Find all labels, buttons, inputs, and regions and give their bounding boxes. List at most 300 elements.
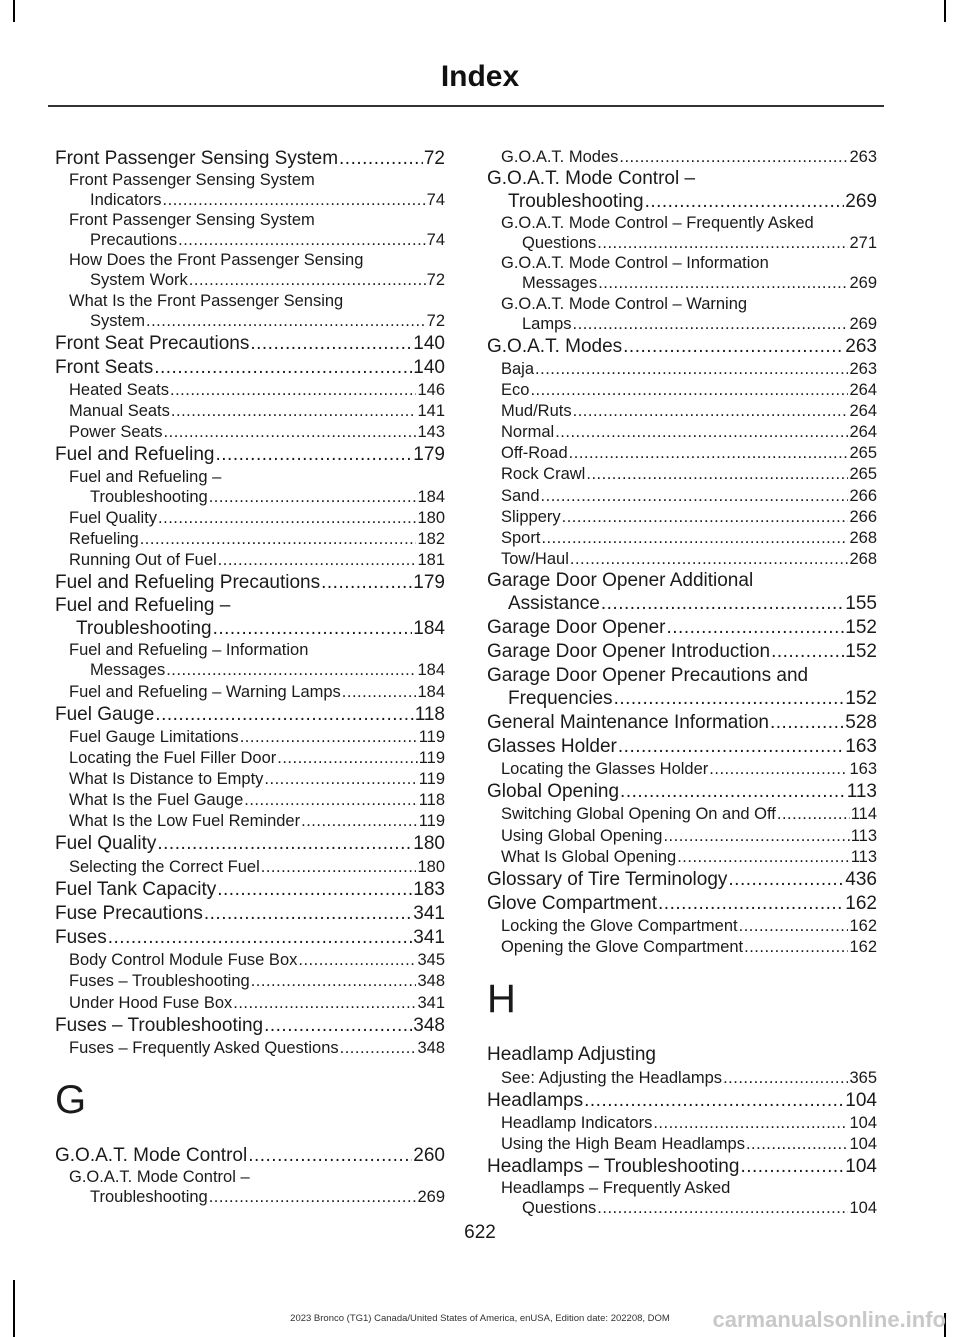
entry-label: Opening the Glove Compartment [501,938,744,957]
page-ref[interactable]: 162 [849,917,877,936]
entry-label: G.O.A.T. Mode Control – [69,1168,250,1187]
index-subentry[interactable] [55,380,445,400]
index-subentry[interactable] [55,1038,445,1058]
page-ref[interactable]: 119 [418,748,445,767]
leader-dots [645,190,845,213]
entry-label: G.O.A.T. Mode Control – Warning [501,294,748,313]
entry-label: Headlamps [487,1089,584,1111]
leader-dots [597,1198,848,1218]
index-subentry[interactable] [55,401,445,421]
entry-label: What Is Global Opening [501,847,677,866]
entry-label: Refueling [69,529,139,548]
entry-label-continued: Questions [522,234,597,253]
page-ref[interactable]: 269 [849,274,877,293]
entry-label: Fuse Precautions [55,902,203,924]
entry-label: Fuel Tank Capacity [55,878,217,900]
index-subentry[interactable] [55,292,445,331]
entry-continuation [487,190,877,213]
page-ref[interactable]: 152 [845,617,877,639]
page-ref[interactable]: 184 [417,487,445,506]
page-ref[interactable]: 263 [849,148,877,166]
page-ref[interactable]: 180 [417,508,445,527]
leader-dots [250,332,412,355]
entry-continuation [501,1198,877,1218]
page-ref[interactable]: 72 [423,148,445,169]
leader-dots [620,780,846,803]
index-subentry[interactable] [55,811,445,831]
index-entry[interactable] [55,703,445,726]
index-subentry[interactable] [487,422,877,442]
index-subentry[interactable] [487,507,877,527]
leader-dots [623,335,844,358]
index-subentry[interactable] [55,508,445,528]
page-ref[interactable]: 119 [418,812,445,831]
entry-label: Fuel and Refueling – Warning Lamps [69,682,341,701]
index-entry[interactable] [487,868,877,891]
watermark: carmanualsonline.info [712,1307,946,1332]
entry-label-continued: System [90,311,146,330]
index-subentry[interactable] [55,950,445,970]
entry-continuation [501,314,877,334]
entry-label-continued: Questions [522,1199,597,1218]
leader-dots [140,529,417,549]
index-entry[interactable] [55,1014,445,1037]
page-ref[interactable]: 141 [417,402,445,421]
page-ref[interactable]: 269 [845,191,877,213]
footer-edition-text: 2023 Bronco (TG1) Canada/United States of America, enUSA, Edition date: 202208, DOM [290,1313,670,1324]
index-subentry[interactable] [487,486,877,506]
entry-label: Baja [501,359,535,378]
index-entry[interactable] [55,332,445,355]
leader-dots [770,711,844,734]
page-ref[interactable]: 179 [413,572,445,594]
entry-continuation [69,660,445,680]
entry-label: What Is the Fuel Gauge [69,791,244,810]
index-entry[interactable] [487,711,877,734]
leader-dots [163,190,426,210]
index-subentry[interactable] [487,759,877,779]
leader-dots [155,703,413,726]
index-subentry[interactable] [487,295,877,334]
entry-label: Garage Door Opener Additional [487,570,754,592]
entry-label-continued: Messages [522,274,598,293]
leader-dots [746,1134,849,1154]
leader-dots [178,230,426,250]
entry-continuation [69,270,445,290]
entry-label: Sport [501,528,541,547]
leader-dots [217,878,412,901]
entry-label: Fuel Quality [69,508,158,527]
page-ref[interactable]: 266 [849,486,877,505]
entry-label: Locating the Fuel Filler Door [69,748,277,767]
index-subentry[interactable] [55,550,445,570]
page-ref[interactable]: 264 [849,402,877,421]
entry-label: Headlamps – Frequently Asked [501,1179,731,1198]
page-ref[interactable]: 74 [426,191,445,210]
leader-dots [530,380,848,400]
entry-label: Headlamp Adjusting [487,1044,656,1066]
leader-dots [667,616,845,639]
entry-label: Body Control Module Fuse Box [69,951,298,970]
leader-dots [108,926,413,949]
entry-continuation [69,1187,445,1207]
entry-label: Running Out of Fuel [69,550,217,569]
index-subentry[interactable] [487,826,877,846]
leader-dots [739,916,849,936]
entry-label: G.O.A.T. Mode Control – Information [501,254,769,273]
leader-dots [248,1144,412,1167]
page-ref[interactable]: 181 [417,550,445,569]
page-ref[interactable]: 260 [413,1144,445,1166]
leader-dots [233,993,416,1013]
entry-label-continued: Messages [90,661,166,680]
leader-dots [216,443,413,466]
page-ref[interactable]: 113 [850,826,877,845]
index-subentry[interactable] [487,528,877,548]
page-ref[interactable]: 265 [849,444,877,463]
index-entry[interactable] [55,1144,445,1167]
index-subentry[interactable] [487,804,877,824]
page-ref[interactable]: 72 [426,271,445,290]
index-entry[interactable] [487,616,877,639]
page-number: 622 [464,1222,496,1243]
index-subentry[interactable] [55,468,445,507]
index-subentry[interactable] [55,682,445,702]
page-ref[interactable]: 163 [845,735,877,757]
entry-label: Locking the Glove Compartment [501,917,738,936]
index-subentry[interactable] [487,147,877,167]
leader-dots [164,422,417,442]
page-ref[interactable]: 341 [417,993,445,1012]
header-rule [48,105,884,107]
crop-mark-top-right [944,0,946,22]
page-ref[interactable]: 263 [849,359,877,378]
index-subentry[interactable] [487,847,877,867]
entry-label: Headlamps – Troubleshooting [487,1156,740,1178]
index-subentry[interactable] [55,1168,445,1207]
entry-label: G.O.A.T. Mode Control – Frequently Asked [501,214,814,233]
leader-dots [584,1089,844,1112]
index-entry[interactable] [55,147,445,170]
page-ref[interactable]: 104 [849,1199,877,1218]
entry-label: What Is Distance to Empty [69,770,264,789]
index-subentry[interactable] [55,748,445,768]
leader-dots [321,571,412,594]
entry-label: G.O.A.T. Mode Control – [487,168,696,190]
index-column-left [55,146,445,1207]
index-entry[interactable] [55,443,445,466]
index-entry[interactable] [55,926,445,949]
page-ref[interactable]: 184 [417,661,445,680]
page-ref[interactable]: 341 [413,927,445,949]
entry-label: Headlamp Indicators [501,1113,653,1132]
index-subentry[interactable] [487,937,877,957]
page-ref[interactable]: 114 [850,805,877,824]
entry-label: General Maintenance Information [487,711,769,733]
index-entry[interactable] [55,878,445,901]
entry-label: Selecting the Correct Fuel [69,857,260,876]
entry-label: Fuel and Refueling [55,444,215,466]
index-subentry[interactable] [55,790,445,810]
page-ref[interactable]: 140 [413,332,445,354]
page-ref[interactable]: 183 [413,878,445,900]
index-subentry[interactable] [55,727,445,747]
page-ref[interactable]: 74 [426,231,445,250]
index-subentry[interactable] [487,254,877,293]
index-subentry[interactable] [487,443,877,463]
page-ref[interactable]: 264 [849,423,877,442]
leader-dots [709,759,848,779]
entry-label: Using the High Beam Headlamps [501,1134,745,1153]
leader-dots [614,687,845,710]
page-ref[interactable]: 163 [849,760,877,779]
index-entry[interactable] [487,665,877,710]
index-entry[interactable] [487,570,877,615]
entry-label: Fuel and Refueling Precautions [55,572,321,594]
entry-label: Front Passenger Sensing System [69,211,315,230]
page-ref[interactable]: 269 [417,1188,445,1207]
entry-label: G.O.A.T. Modes [487,335,623,357]
leader-dots [740,1155,844,1178]
leader-dots [586,464,848,484]
index-subentry[interactable] [55,769,445,789]
leader-dots [339,147,423,170]
leader-dots [213,617,413,640]
entry-label: Global Opening [487,781,620,803]
page-ref[interactable]: 179 [413,444,445,466]
entry-label: What Is the Front Passenger Sensing [69,291,344,310]
page-ref[interactable]: 152 [845,687,877,709]
leader-dots [298,950,416,970]
index-subentry[interactable] [487,464,877,484]
index-subentry[interactable] [55,857,445,877]
entry-label: Fuses – Troubleshooting [69,972,250,991]
index-entry[interactable] [55,902,445,925]
page-ref[interactable]: 143 [417,423,445,442]
entry-label: Mud/Ruts [501,402,572,421]
entry-label: Fuel and Refueling – [55,595,231,617]
leader-dots [189,270,426,290]
page-ref[interactable]: 436 [845,868,877,890]
entry-continuation [501,273,877,293]
index-entry[interactable] [487,1155,877,1178]
page-ref[interactable]: 119 [418,770,445,789]
section-letter: G [55,1077,87,1122]
page-ref[interactable]: 104 [849,1134,877,1153]
index-entry[interactable] [55,356,445,379]
index-entry[interactable] [487,168,877,213]
index-subentry[interactable] [55,251,445,290]
index-entry[interactable] [487,1043,877,1066]
page-ref[interactable]: 182 [417,529,445,548]
leader-dots [209,1187,417,1207]
entry-label: Front Seats [55,356,154,378]
page-ref[interactable]: 269 [849,314,877,333]
page-ref[interactable]: 140 [413,356,445,378]
leader-dots [204,902,412,925]
entry-label-continued: Troubleshooting [90,1188,208,1207]
entry-label: Sand [501,486,540,505]
page-ref[interactable]: 348 [417,972,445,991]
index-subentry[interactable] [55,641,445,680]
index-subentry[interactable] [55,529,445,549]
leader-dots [573,401,849,421]
leader-dots [166,660,416,680]
entry-continuation [487,687,877,710]
entry-label: Front Passenger Sensing System [69,171,315,190]
leader-dots [597,233,848,253]
entry-label: Heated Seats [69,381,169,400]
entry-label: Switching Global Opening On and Off [501,805,776,824]
index-subentry[interactable] [487,1113,877,1133]
entry-label: Fuel Gauge [55,703,155,725]
entry-continuation [69,311,445,331]
entry-label: Fuses [55,927,107,949]
page-ref[interactable]: 162 [845,892,877,914]
entry-label: See: Adjusting the Headlamps [501,1068,723,1087]
page-ref[interactable]: 180 [417,857,445,876]
page-ref[interactable]: 345 [417,951,445,970]
index-entry[interactable] [487,335,877,358]
page-ref[interactable]: 146 [417,381,445,400]
entry-continuation [501,233,877,253]
page-ref[interactable]: 348 [413,1014,445,1036]
leader-dots [728,868,844,891]
index-entry[interactable] [487,1089,877,1112]
leader-dots [251,971,417,991]
page-ref[interactable]: 348 [417,1038,445,1057]
page-ref[interactable]: 155 [845,593,877,615]
index-entry[interactable] [487,780,877,803]
index-entry[interactable] [487,892,877,915]
entry-continuation [69,190,445,210]
index-subentry[interactable] [55,422,445,442]
entry-continuation [487,592,877,615]
entry-continuation [69,487,445,507]
leader-dots [146,311,426,331]
entry-label: Fuses – Troubleshooting [55,1014,264,1036]
leader-dots [658,892,844,915]
crop-mark-top-left [13,0,15,22]
page-ref[interactable]: 263 [845,335,877,357]
index-subentry[interactable] [55,211,445,250]
page-ref[interactable]: 264 [849,380,877,399]
entry-label: Manual Seats [69,402,170,421]
crop-mark-bottom-left [13,1280,15,1337]
entry-label: G.O.A.T. Modes [501,148,619,166]
entry-label: Glasses Holder [487,735,617,757]
leader-dots [744,937,848,957]
page-ref[interactable]: 118 [418,791,445,810]
leader-dots [240,727,418,747]
entry-continuation [55,617,445,640]
page-ref[interactable]: 118 [414,703,445,725]
leader-dots [677,847,850,867]
entry-label: Fuel and Refueling – Information [69,641,309,660]
page-ref[interactable]: 271 [849,234,877,253]
index-entry[interactable] [55,595,445,640]
page-ref[interactable]: 113 [846,781,877,803]
leader-dots [562,507,849,527]
leader-dots [541,528,848,548]
leader-dots [535,359,848,379]
index-subentry[interactable] [487,1179,877,1218]
page-ref[interactable]: 266 [849,507,877,526]
leader-dots [663,826,849,846]
entry-label: Fuel Gauge Limitations [69,727,239,746]
entry-label: Front Passenger Sensing System [55,148,339,169]
entry-label: Slippery [501,507,561,526]
page-ref[interactable]: 119 [418,727,445,746]
page-ref[interactable]: 341 [413,902,445,924]
index-subentry[interactable] [487,916,877,936]
page-ref[interactable]: 180 [413,833,445,855]
page-ref[interactable]: 113 [850,847,877,866]
index-entry[interactable] [55,832,445,855]
leader-dots [261,857,417,877]
page-ref[interactable]: 265 [849,465,877,484]
index-subentry[interactable] [487,359,877,379]
section-letter: H [487,977,516,1022]
index-entry[interactable] [487,735,877,758]
leader-dots [340,1038,417,1058]
page-ref[interactable]: 365 [849,1068,877,1087]
leader-dots [601,592,844,615]
index-entry[interactable] [487,640,877,663]
index-entry[interactable] [55,571,445,594]
entry-label: Fuel and Refueling – [69,467,222,486]
page-ref[interactable]: 268 [849,549,877,568]
leader-dots [342,682,417,702]
index-subentry[interactable] [55,971,445,991]
entry-label-continued: Troubleshooting [508,191,644,213]
entry-label: Glove Compartment [487,892,658,914]
leader-dots [619,147,848,167]
index-subentry[interactable] [487,401,877,421]
leader-dots [277,748,417,768]
index-subentry[interactable] [487,214,877,253]
entry-label: Glossary of Tire Terminology [487,868,728,890]
index-subentry[interactable] [487,1134,877,1154]
page-ref[interactable]: 528 [845,711,877,733]
page-ref[interactable]: 72 [426,311,445,330]
entry-label: Locating the Glasses Holder [501,760,709,779]
index-subentry[interactable] [55,993,445,1013]
page-ref[interactable]: 104 [845,1089,877,1111]
entry-label-continued: Troubleshooting [76,618,212,640]
index-subentry[interactable] [487,380,877,400]
entry-label: How Does the Front Passenger Sensing [69,251,364,270]
index-subentry[interactable] [55,171,445,210]
index-subentry[interactable] [487,549,877,569]
entry-label-continued: Precautions [90,231,178,250]
entry-label-continued: Lamps [522,314,572,333]
entry-label: Eco [501,380,530,399]
entry-label: Front Seat Precautions [55,332,250,354]
page-ref[interactable]: 152 [845,641,877,663]
leader-dots [598,273,848,293]
page-ref[interactable]: 184 [413,618,445,640]
page-ref[interactable]: 104 [845,1156,877,1178]
page-ref[interactable]: 162 [849,938,877,957]
entry-label-continued: System Work [90,271,188,290]
entry-label-continued: Indicators [90,191,162,210]
page-ref[interactable]: 268 [849,528,877,547]
leader-dots [264,1014,412,1037]
page-ref[interactable]: 184 [417,682,445,701]
index-subentry[interactable] [487,1068,877,1088]
page-ref[interactable]: 104 [849,1113,877,1132]
